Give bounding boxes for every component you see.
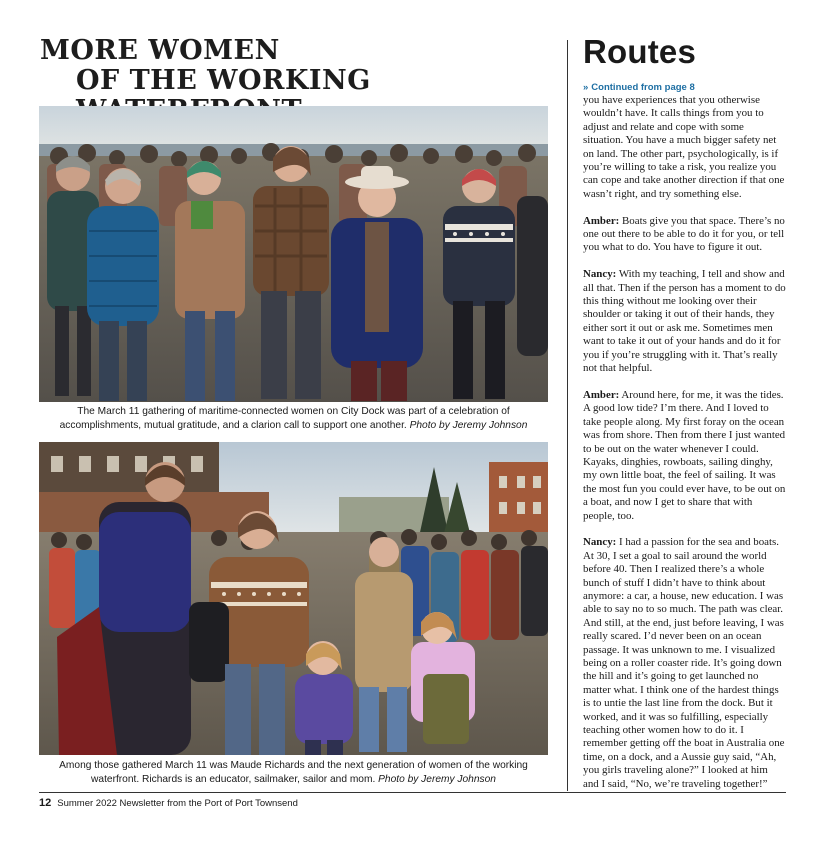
footer-publication: Summer 2022 Newsletter from the Port of Port Townsend [57,798,298,809]
photo-1-caption [39,405,548,432]
article-paragraph [583,389,786,523]
photo-2-caption [39,759,548,786]
photo-2-credit: Photo by Jeremy Johnson [378,773,496,785]
page-number: 12 [39,797,52,809]
sidebar-article-body [583,94,786,804]
article-paragraph [583,94,786,201]
headline-line-1: MORE WOMEN [40,35,280,66]
article-paragraph [583,268,786,375]
headline-line-2: OF THE WORKING [76,65,371,96]
paragraph-text: I had a passion for the sea and boats. At 30, I set a goal to sail around the world before 40. Then I realized there’s a whole bunch of stuff I didn’t have to think about anymore: a car, a house, new education. I was able to say no to so much. The path was clear. And still, at the end, just before leaving, I was really scared. I’d never been on an ocean passage. It was unknown to me. I visualized being on a roller coaster ride. It’s going down the hill and it’s going to get launched no matter what. I think one of the hardest things is to untie the last line from the dock. But it worked, and it was so fulfilling, especially teaching other women how to do it. I remember getting off the boat in Australia one time, on a dock, and a Aussie guy said, “Ah, you girls traveling alone?” I looked at him and I said, “No, we’re traveling together!” [583,536,785,790]
article-paragraph [583,215,786,255]
maude-richards-photo [39,442,548,755]
speaker-label: Amber: [583,214,620,227]
photo-2-caption-text: Among those gathered March 11 was Maude Richards and the next generation of women of the working waterfront. Richards is an educator, sailmaker, sailor and mom. [59,760,528,785]
waterfront-photo-illustration [39,442,548,755]
photo-1-credit: Photo by Jeremy Johnson [409,419,528,431]
article-paragraph [583,536,786,791]
double-chevron-right-icon: » [583,82,589,93]
photo-1-caption-text: The March 11 gathering of maritime-connected women on City Dock was part of a celebration of accomplishments, mutual gratitude, and a clarion call to support one another. [59,406,510,431]
crowd-photo-illustration [39,106,548,402]
page-footer [39,797,298,809]
paragraph-text: you have experiences that you otherwise wouldn’t have. It calls things from you to adjust and relate and cope with some situation. You have a much bigger safety net on land. The other part, psychologically, is if you’re willing to take a risk, you realize you can cope and take another direction if that one wasn’t right, and try something else. [583,94,785,200]
speaker-label: Nancy: [583,536,617,549]
speaker-label: Amber: [583,388,620,401]
continued-from-label: Continued from page 8 [591,82,695,93]
paragraph-text: With my teaching, I tell and show and all that. Then if the person has a moment to do this thing without me looking over their shoulder or taking it out of their hands, they either sort it out or ask me. Sometimes men want to take it out of your hands and do it for you if you’re struggling with it. That’s really not that helpful. [583,268,786,375]
footer-rule [39,792,786,793]
column-divider [567,40,568,791]
paragraph-text: Around here, for me, it was the tides. A good low tide? I’m there. And I loved to take people along. My first foray on the ocean was from shore. Then from there I just wanted to be out on the water whenever I could. Kayaks, dinghies, rowboats, sailing dinghy, my own little boat, the feel of sailing. It was the most fun you could ever have, to be out on a boat, and now I get to share that with people, too. [583,388,786,522]
paragraph-text: Boats give you that space. There’s no one out there to be able to do it for you, or tell you what to do. You have to figure it out. [583,214,785,254]
sidebar-title: Routes [583,33,697,70]
speaker-label: Nancy: [583,268,617,281]
crowd-photo-city-dock [39,106,548,402]
continued-from-link[interactable] [583,82,695,93]
